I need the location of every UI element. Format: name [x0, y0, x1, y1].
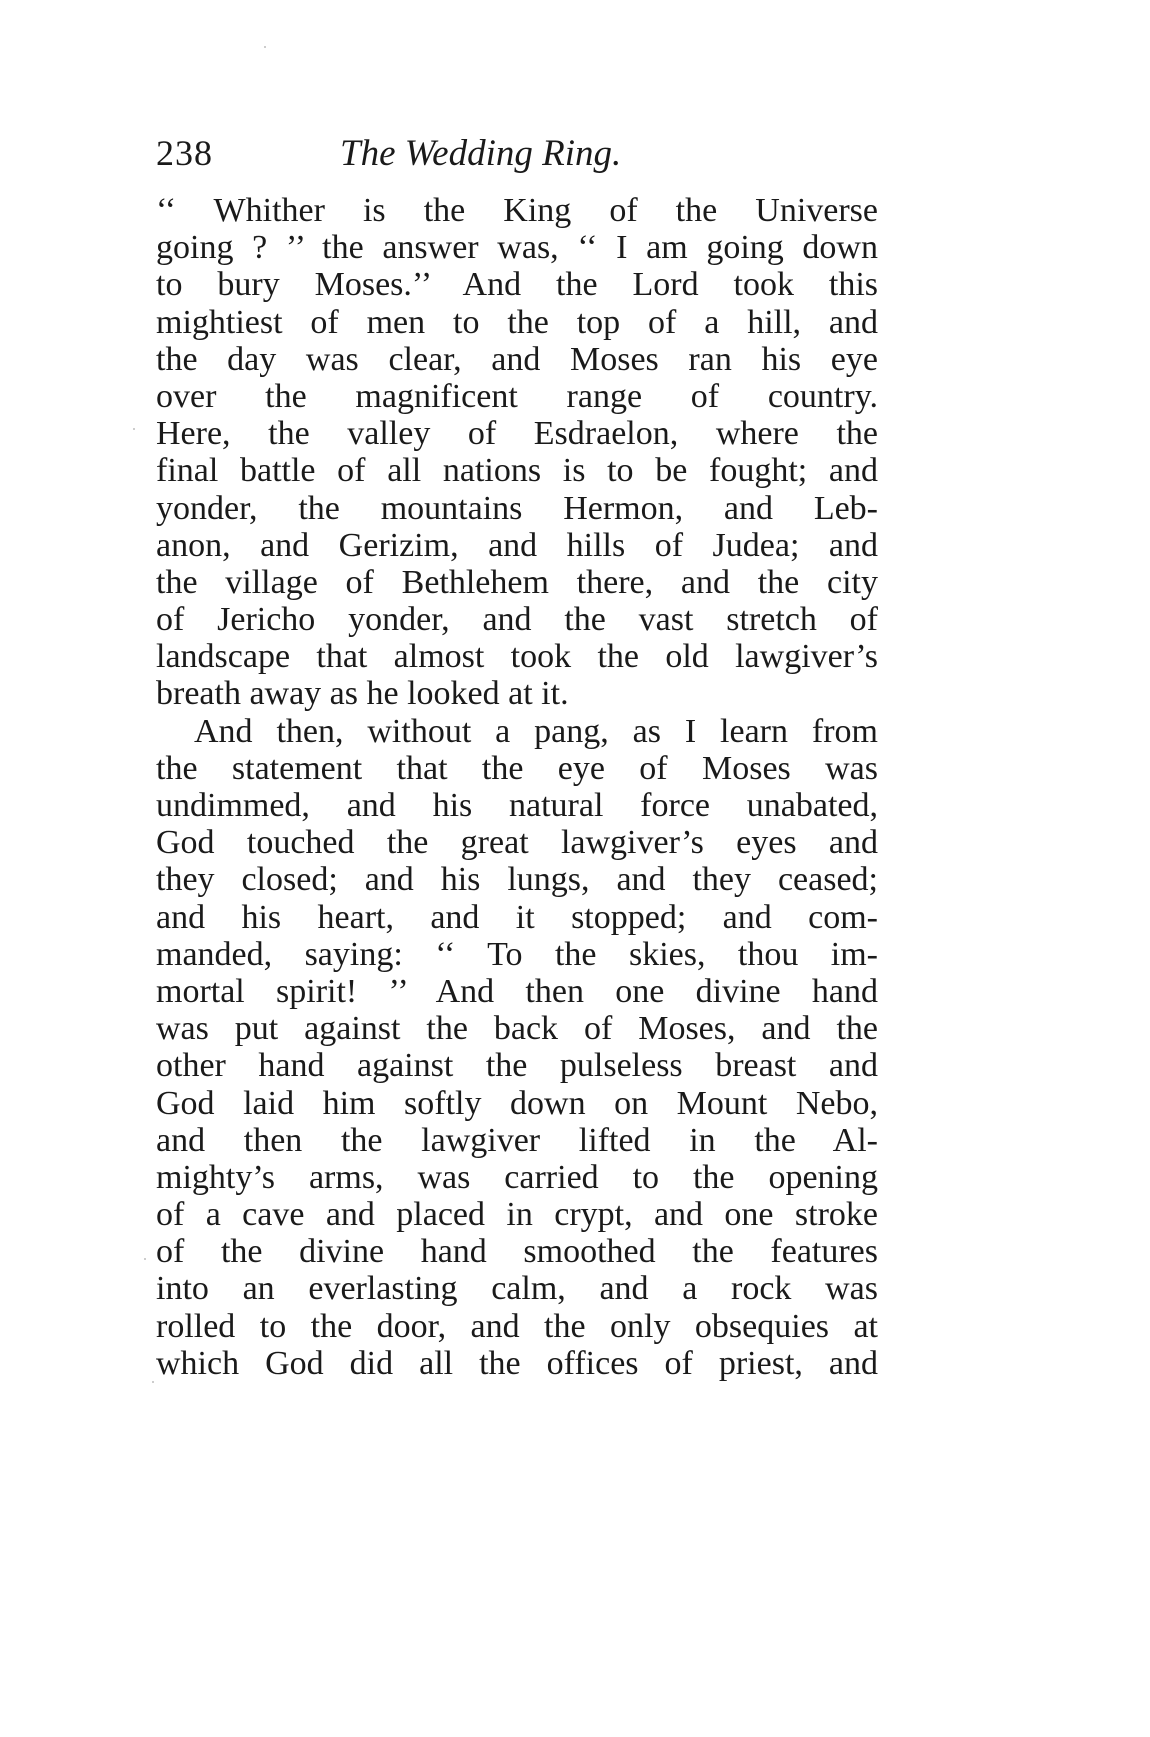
page-number: 238: [156, 133, 213, 173]
text-line: they closed; and his lungs, and they ceased;: [156, 861, 878, 899]
text-line: undimmed, and his natural force unabated,: [156, 787, 878, 824]
text-line: of a cave and placed in crypt, and one stroke: [156, 1196, 878, 1234]
text-line: into an everlasting calm, and a rock was: [156, 1270, 878, 1308]
text-line: to bury Moses.’’ And the Lord took this: [156, 266, 878, 304]
scan-speck: [144, 1258, 146, 1260]
text-line: was put against the back of Moses, and the: [156, 1010, 878, 1048]
scan-speck: [264, 46, 266, 48]
text-line: mortal spirit! ’’ And then one divine hand: [156, 972, 878, 1010]
text-line: going ? ’’ the answer was, ‘‘ I am going down: [156, 229, 878, 267]
text-line: the statement that the eye of Moses was: [156, 749, 878, 787]
text-line: manded, saying: ‘‘ To the skies, thou im-: [156, 935, 878, 973]
text-line: of Jericho yonder, and the vast stretch of: [156, 601, 878, 639]
scan-speck: [152, 1381, 154, 1383]
text-line: other hand against the pulseless breast and: [156, 1047, 878, 1085]
text-line: mighty’s arms, was carried to the opening: [156, 1158, 878, 1196]
text-line: ‘‘ Whither is the King of the Universe: [156, 192, 878, 229]
running-head: [156, 132, 876, 180]
text-line: and his heart, and it stopped; and com-: [156, 898, 878, 936]
text-line: landscape that almost took the old lawgiver’s: [156, 638, 878, 676]
text-line: and then the lawgiver lifted in the Al-: [156, 1121, 878, 1159]
text-line: Here, the valley of Esdraelon, where the: [156, 415, 878, 453]
body-text: [156, 192, 878, 1382]
scan-speck: [133, 428, 135, 430]
text-line: over the magnificent range of country.: [156, 377, 878, 415]
text-line: which God did all the offices of priest, and: [156, 1344, 878, 1382]
text-line: the day was clear, and Moses ran his eye: [156, 340, 878, 378]
running-title: The Wedding Ring.: [340, 133, 622, 174]
text-line: God laid him softly down on Mount Nebo,: [156, 1084, 878, 1122]
text-line: And then, without a pang, as I learn from: [194, 712, 878, 750]
text-line: yonder, the mountains Hermon, and Leb-: [156, 489, 878, 527]
text-line: rolled to the door, and the only obsequies at: [156, 1307, 878, 1345]
text-line: God touched the great lawgiver’s eyes and: [156, 824, 878, 862]
text-line: final battle of all nations is to be fought; and: [156, 452, 878, 490]
text-line: the village of Bethlehem there, and the city: [156, 563, 878, 601]
text-line: breath away as he looked at it.: [156, 675, 569, 713]
text-line: mightiest of men to the top of a hill, and: [156, 303, 878, 341]
text-line: of the divine hand smoothed the features: [156, 1233, 878, 1271]
text-line: anon, and Gerizim, and hills of Judea; and: [156, 526, 878, 564]
